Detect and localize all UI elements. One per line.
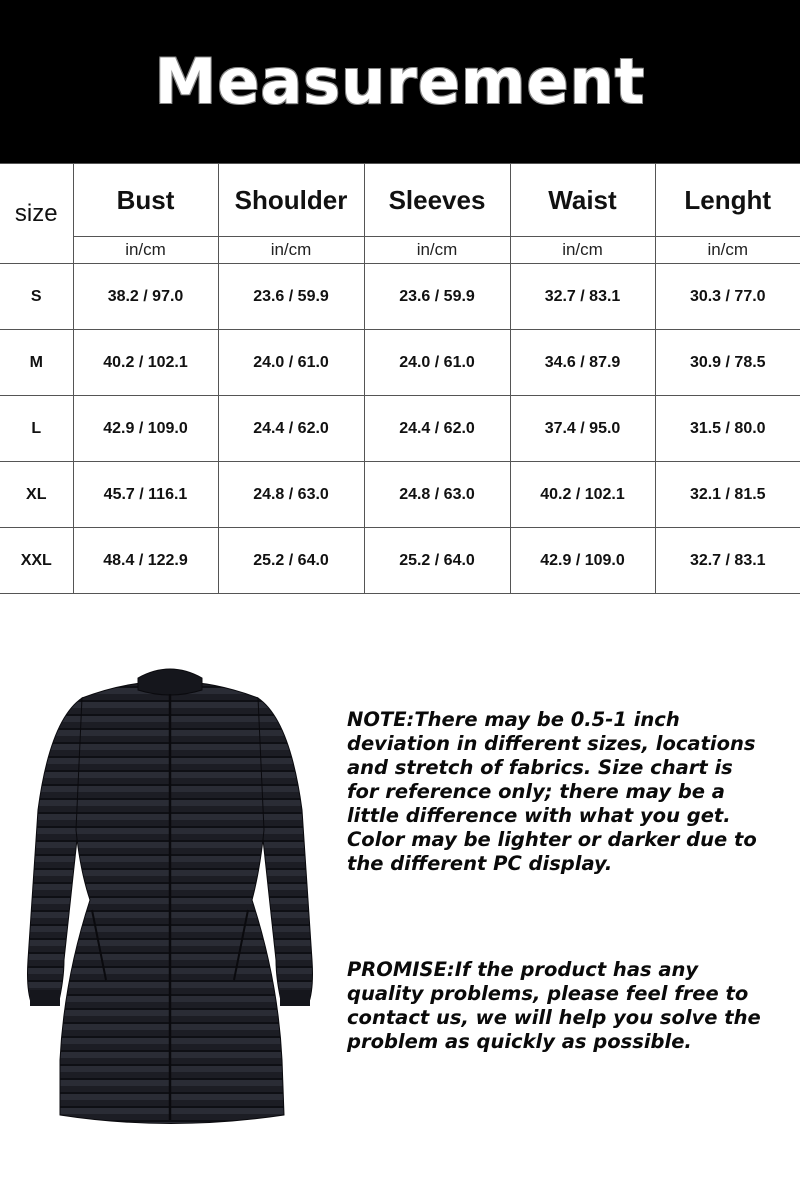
table-cell: 45.7 / 116.1 [73,462,218,528]
table-cell: 25.2 / 64.0 [364,528,510,594]
unit-label: in/cm [218,237,364,264]
size-label: XXL [0,528,73,594]
column-header-shoulder: Shoulder [218,164,364,237]
table-cell: 24.4 / 62.0 [364,396,510,462]
table-cell: 24.8 / 63.0 [364,462,510,528]
table-cell: 40.2 / 102.1 [73,330,218,396]
size-column-header: size [0,164,73,264]
column-header-length: Lenght [655,164,800,237]
table-cell: 25.2 / 64.0 [218,528,364,594]
size-label: M [0,330,73,396]
table-cell: 30.3 / 77.0 [655,264,800,330]
unit-label: in/cm [73,237,218,264]
table-row [0,396,800,462]
table-cell: 23.6 / 59.9 [218,264,364,330]
table-cell: 32.7 / 83.1 [655,528,800,594]
table-cell: 34.6 / 87.9 [510,330,655,396]
product-image [20,660,330,1130]
column-header-sleeves: Sleeves [364,164,510,237]
table-cell: 31.5 / 80.0 [655,396,800,462]
header-banner [0,0,800,163]
table-row [0,264,800,330]
column-header-bust: Bust [73,164,218,237]
table-row [0,330,800,396]
table-cell: 40.2 / 102.1 [510,462,655,528]
puffer-jacket-icon [20,660,330,1130]
table-cell: 24.4 / 62.0 [218,396,364,462]
table-row [0,462,800,528]
table-cell: 42.9 / 109.0 [73,396,218,462]
size-label: XL [0,462,73,528]
table-cell: 32.1 / 81.5 [655,462,800,528]
table-cell: 24.0 / 61.0 [218,330,364,396]
header-row [0,164,800,237]
size-label: S [0,264,73,330]
table-cell: 48.4 / 122.9 [73,528,218,594]
unit-label: in/cm [364,237,510,264]
unit-row [0,237,800,264]
table-cell: 24.8 / 63.0 [218,462,364,528]
table-cell: 37.4 / 95.0 [510,396,655,462]
unit-label: in/cm [510,237,655,264]
promise-text: PROMISE:If the product has any quality problems, please feel free to contact us, we will help you solve the problem as quickly as possible. [347,958,761,1053]
table-cell: 38.2 / 97.0 [73,264,218,330]
size-chart-table [0,163,800,594]
table-cell: 42.9 / 109.0 [510,528,655,594]
table-cell: 32.7 / 83.1 [510,264,655,330]
unit-label: in/cm [655,237,800,264]
column-header-waist: Waist [510,164,655,237]
table-row [0,528,800,594]
size-label: L [0,396,73,462]
page-title: Measurement [154,45,646,118]
table-cell: 30.9 / 78.5 [655,330,800,396]
note-text: NOTE:There may be 0.5-1 inch deviation in different sizes, locations and stretch of fabrics. Size chart is for reference only; there may be a little difference with what you get. Color may be lighter or darker due to the different PC display. [347,708,757,875]
table-cell: 24.0 / 61.0 [364,330,510,396]
table-cell: 23.6 / 59.9 [364,264,510,330]
